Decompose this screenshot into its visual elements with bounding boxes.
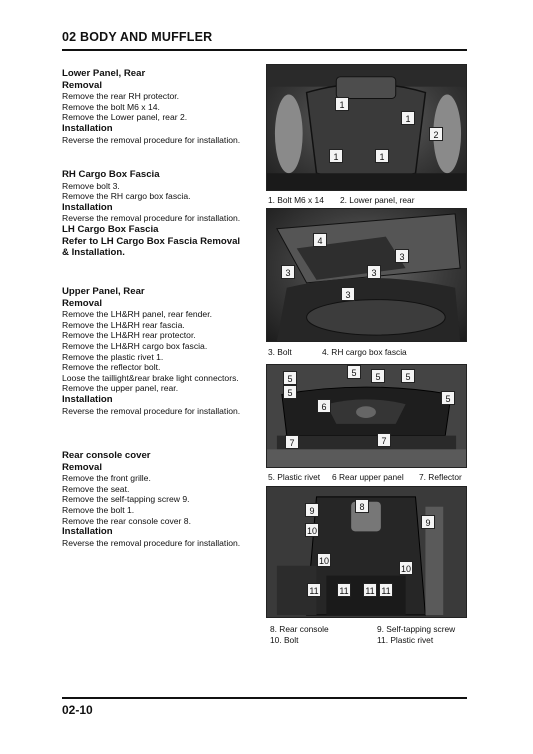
figure-cargo-fascia-photo — [266, 208, 467, 342]
instruction-line: Reverse the removal procedure for installation. — [62, 537, 241, 548]
figure-3-caption-a: 5. Plastic rivet — [268, 472, 321, 482]
section-heading: Removal — [62, 79, 102, 91]
callout: 11 — [379, 583, 393, 597]
figure-lower-panel-photo — [266, 64, 467, 191]
section-rh-cargo-box-fascia — [62, 169, 260, 259]
instruction-line: Remove the Lower panel, rear 2. — [62, 112, 188, 123]
instruction-line: Remove the bolt M6 x 14. — [62, 101, 160, 112]
instruction-line: Remove the reflector bolt. — [62, 362, 161, 373]
section-heading: Installation — [62, 526, 113, 538]
callout: 3 — [341, 287, 355, 301]
callout: 6 — [317, 399, 331, 413]
instruction-line: Reverse the removal procedure for installation. — [62, 405, 241, 416]
instruction-line: Remove the seat. — [62, 483, 130, 494]
instruction-line: Remove the front grille. — [62, 473, 151, 484]
instruction-line: Reverse the removal procedure for installation. — [62, 134, 241, 145]
section-heading: LH Cargo Box Fascia — [62, 223, 159, 235]
figure-1-caption-b: 2. Lower panel, rear — [340, 195, 415, 205]
instruction-line: Remove bolt 3. — [62, 180, 120, 191]
section-rear-console-cover — [62, 450, 260, 548]
figure-rear-console-photo — [266, 486, 467, 618]
figure-3-caption-b: 6 Rear upper panel — [332, 472, 404, 482]
header-rule — [62, 49, 467, 51]
instruction-line: Remove the LH&RH panel, rear fender. — [62, 309, 212, 320]
callout: 4 — [313, 233, 327, 247]
callout: 5 — [283, 385, 297, 399]
callout: 7 — [285, 435, 299, 449]
footer-rule — [62, 697, 467, 699]
instruction-line: Remove the rear console cover 8. — [62, 515, 191, 526]
section-heading: Rear console cover — [62, 450, 151, 461]
section-lower-panel-rear — [62, 68, 260, 145]
section-heading: Refer to LH Cargo Box Fascia Removal — [62, 235, 241, 247]
callout: 5 — [283, 371, 297, 385]
instruction-line: Remove the RH cargo box fascia. — [62, 191, 191, 202]
page-number: 02-10 — [62, 703, 93, 717]
instruction-line: Remove the LH&RH rear protector. — [62, 330, 196, 341]
instruction-line: Remove the LH&RH cargo box fascia. — [62, 340, 208, 351]
figure-4-caption-d: 11. Plastic rivet — [377, 635, 434, 645]
figure-4-caption-c: 10. Bolt — [270, 635, 299, 645]
figure-4-caption-a: 8. Rear console — [270, 624, 329, 634]
figure-4-caption-b: 9. Self-tapping screw — [377, 624, 456, 634]
section-heading: Installation — [62, 201, 113, 213]
callout: 10 — [305, 523, 319, 537]
page-header: 02 BODY AND MUFFLER — [62, 30, 213, 44]
callout: 1 — [335, 97, 349, 111]
callout: 5 — [441, 391, 455, 405]
callout: 5 — [371, 369, 385, 383]
callout: 11 — [307, 583, 321, 597]
section-heading: Upper Panel, Rear — [62, 286, 145, 297]
section-heading: Installation — [62, 393, 113, 405]
section-upper-panel-rear — [62, 286, 260, 416]
figure-2-caption-b: 4. RH cargo box fascia — [322, 347, 407, 357]
instruction-line: Loose the taillight&rear brake light connectors. — [62, 372, 239, 383]
section-heading: Removal — [62, 297, 102, 309]
callout: 5 — [347, 365, 361, 379]
callout: 3 — [367, 265, 381, 279]
callout: 10 — [399, 561, 413, 575]
figure-3-caption-c: 7. Reflector — [419, 472, 462, 482]
callout: 2 — [429, 127, 443, 141]
section-heading: & Installation. — [62, 247, 125, 259]
section-heading: RH Cargo Box Fascia — [62, 169, 160, 180]
section-heading: Lower Panel, Rear — [62, 68, 146, 79]
instruction-line: Remove the self-tapping screw 9. — [62, 494, 190, 505]
figure-1-caption-a: 1. Bolt M6 x 14 — [268, 195, 324, 205]
callout: 11 — [363, 583, 377, 597]
callout: 1 — [329, 149, 343, 163]
callout: 8 — [355, 499, 369, 513]
callout: 9 — [305, 503, 319, 517]
section-heading: Removal — [62, 461, 102, 473]
callout: 9 — [421, 515, 435, 529]
callout: 1 — [375, 149, 389, 163]
callout: 3 — [281, 265, 295, 279]
instruction-line: Reverse the removal procedure for installation. — [62, 213, 241, 224]
callout: 11 — [337, 583, 351, 597]
callout: 3 — [395, 249, 409, 263]
instruction-line: Remove the rear RH protector. — [62, 91, 180, 102]
callout: 1 — [401, 111, 415, 125]
section-heading: Installation — [62, 122, 113, 134]
figure-2-caption-a: 3. Bolt — [268, 347, 292, 357]
callout: 5 — [401, 369, 415, 383]
instruction-line: Remove the upper panel, rear. — [62, 383, 179, 394]
callout: 7 — [377, 433, 391, 447]
instruction-line: Remove the LH&RH rear fascia. — [62, 319, 185, 330]
figure-upper-panel-photo — [266, 364, 467, 468]
instruction-line: Remove the bolt 1. — [62, 504, 135, 515]
instruction-line: Remove the plastic rivet 1. — [62, 351, 164, 362]
callout: 10 — [317, 553, 331, 567]
